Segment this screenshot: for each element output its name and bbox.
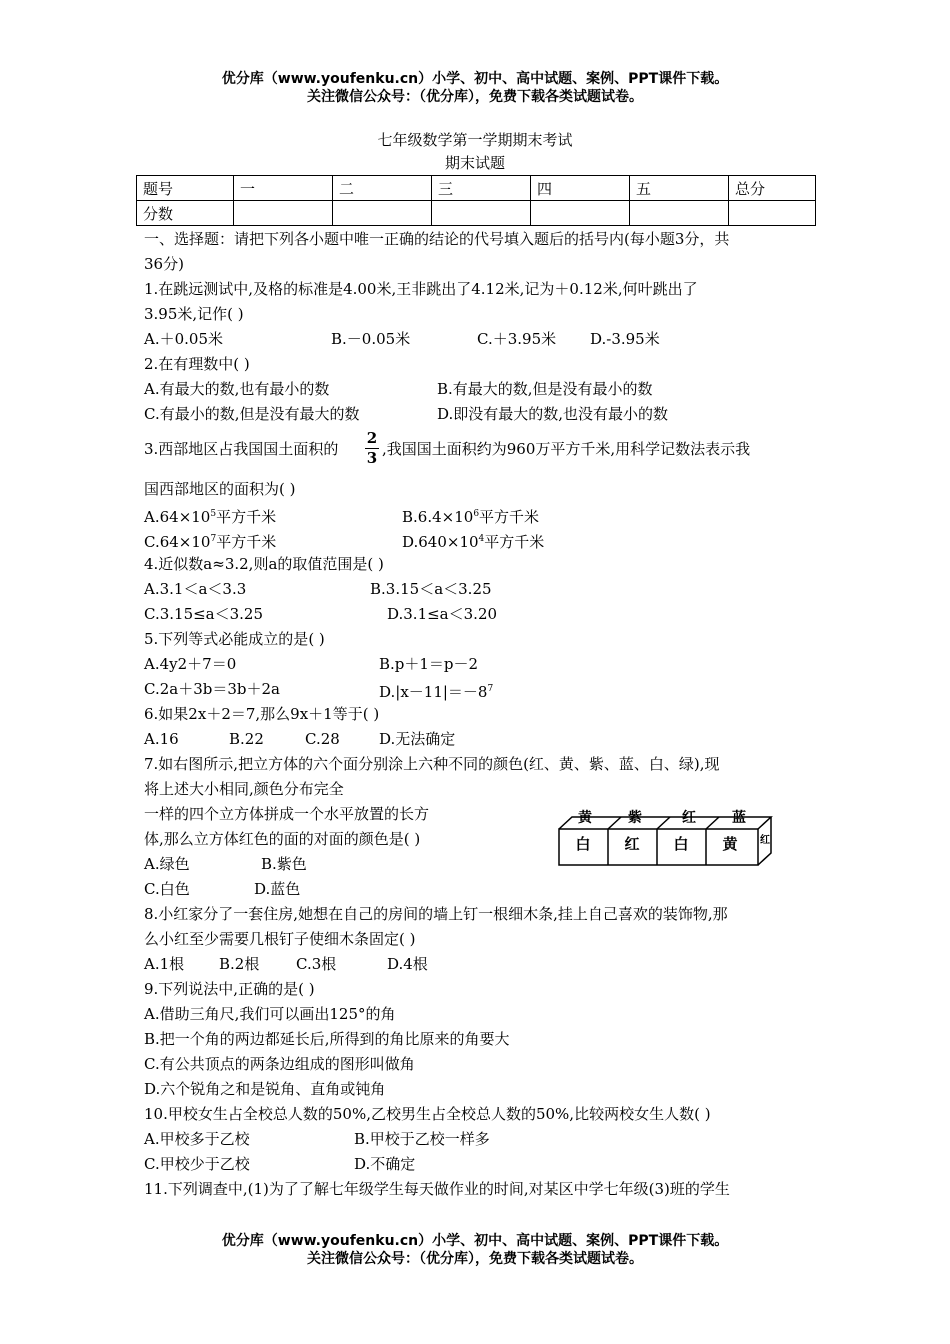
q8-option-b: B.2根 — [219, 955, 260, 973]
q10-option-c: C.甲校少于乙校 — [144, 1155, 250, 1173]
score-header-cell: 二 — [333, 176, 432, 201]
q10-option-b: B.甲校于乙校一样多 — [354, 1130, 490, 1148]
section1-intro-line1: 一、选择题：请把下列各小题中唯一正确的结论的代号填入题后的括号内(每小题3分，共 — [144, 230, 730, 248]
q3-option-b: $B.6.4\times 10^6$平方千米 — [402, 508, 540, 526]
q2-stem: 2.在有理数中( ) — [144, 355, 250, 373]
cube-front-label: 白 — [575, 835, 591, 853]
q7-stem-line3: 一样的四个立方体拼成一个水平放置的长方 — [144, 805, 430, 823]
q3-fraction-numerator: 2 — [366, 429, 378, 447]
q3-fraction-denominator: 3 — [366, 449, 378, 467]
q10-stem: 10.甲校女生占全校总人数的50%,乙校男生占全校总人数的50%,比较两校女生人数( ) — [144, 1105, 711, 1123]
q3-option-d: $D.640\times 10^4$平方千米 — [402, 533, 545, 551]
q5-option-a: A.4y2＋7＝0 — [144, 655, 237, 673]
q4-stem: 4.近似数a≈3.2,则a的取值范围是( ) — [144, 555, 384, 573]
score-cell — [333, 201, 432, 226]
footer-line-1: 优分库（www.youfenku.cn）小学、初中、高中试题、案例、PPT课件下载。 — [221, 1233, 729, 1249]
q9-option-a: A.借助三角尺,我们可以画出125°的角 — [144, 1005, 396, 1023]
score-header-cell: 一 — [234, 176, 333, 201]
cube-side-label: 红 — [760, 835, 770, 846]
q1-option-c: C.＋3.95米 — [477, 330, 557, 348]
score-cell — [630, 201, 729, 226]
score-header-cell: 四 — [531, 176, 630, 201]
score-header-cell: 总分 — [729, 176, 816, 201]
page-title: 七年级数学第一学期期末考试 — [377, 131, 573, 149]
section1-intro-line2: 36分) — [144, 255, 184, 273]
q2-option-d: D.即没有最大的数,也没有最小的数 — [437, 405, 669, 423]
q5-option-d: $D.|x-11|=-8^7$ — [379, 683, 494, 701]
q4-option-d: D.3.1≤a＜3.20 — [387, 605, 498, 623]
score-cell — [234, 201, 333, 226]
score-table — [136, 175, 816, 226]
q3-fraction — [365, 430, 379, 467]
q8-option-a: A.1根 — [144, 955, 185, 973]
q6-option-c: C.28 — [305, 730, 340, 748]
q3-stem-pre: 3.西部地区占我国国土面积的 — [144, 440, 339, 458]
cube-top-label: 紫 — [628, 810, 642, 826]
q2-option-c: C.有最小的数,但是没有最大的数 — [144, 405, 360, 423]
q6-stem: 6.如果2x＋2＝7,那么9x＋1等于( ) — [144, 705, 380, 723]
score-header-cell: 题号 — [137, 176, 234, 201]
q6-option-d: D.无法确定 — [379, 730, 456, 748]
cube-front-label: 白 — [673, 835, 689, 853]
q3-stem-post: ,我国国土面积约为960万平方千米,用科学记数法表示我 — [382, 440, 751, 458]
q10-option-a: A.甲校多于乙校 — [144, 1130, 250, 1148]
q1-option-a: A.＋0.05米 — [144, 330, 223, 348]
q7-option-c: C.白色 — [144, 880, 190, 898]
cube-front-label: 黄 — [722, 835, 738, 853]
q4-option-a: A.3.1＜a＜3.3 — [144, 580, 247, 598]
q11-stem-line1: 11.下列调查中,(1)为了了解七年级学生每天做作业的时间,对某区中学七年级(3)班的学生 — [144, 1180, 730, 1198]
cube-top-label: 蓝 — [732, 810, 746, 826]
q2-option-a: A.有最大的数,也有最小的数 — [144, 380, 330, 398]
q4-option-c: C.3.15≤a＜3.25 — [144, 605, 264, 623]
q9-stem: 9.下列说法中,正确的是( ) — [144, 980, 315, 998]
q3-stem-line2: 国西部地区的面积为( ) — [144, 480, 296, 498]
q1-option-d: D.-3.95米 — [590, 330, 660, 348]
score-header-cell: 三 — [432, 176, 531, 201]
q5-stem: 5.下列等式必能成立的是( ) — [144, 630, 325, 648]
q2-option-b: B.有最大的数,但是没有最小的数 — [437, 380, 653, 398]
cube-top-label: 红 — [682, 810, 696, 826]
q8-option-d: D.4根 — [387, 955, 428, 973]
q7-option-d: D.蓝色 — [254, 880, 301, 898]
score-header-cell: 五 — [630, 176, 729, 201]
footer-line-2: 关注微信公众号：（优分库），免费下载各类试题试卷。 — [307, 1251, 643, 1267]
q3-option-c: $C.64\times 10^7$平方千米 — [144, 533, 277, 551]
score-cell — [729, 201, 816, 226]
q7-stem-line1: 7.如右图所示,把立方体的六个面分别涂上六种不同的颜色(红、黄、紫、蓝、白、绿),现 — [144, 755, 720, 773]
q6-option-a: A.16 — [144, 730, 179, 748]
q7-stem-line4: 体,那么立方体红色的面的对面的颜色是( ) — [144, 830, 421, 848]
score-row-label: 分数 — [137, 201, 234, 226]
q1-stem-line2: 3.95米,记作( ) — [144, 305, 244, 323]
q10-option-d: D.不确定 — [354, 1155, 416, 1173]
score-table-header-row — [137, 176, 816, 201]
q4-option-b: B.3.15＜a＜3.25 — [370, 580, 492, 598]
q9-option-c: C.有公共顶点的两条边组成的图形叫做角 — [144, 1055, 415, 1073]
score-cell — [531, 201, 630, 226]
q8-option-c: C.3根 — [296, 955, 337, 973]
q9-option-b: B.把一个角的两边都延长后,所得到的角比原来的角要大 — [144, 1030, 510, 1048]
q7-option-b: B.紫色 — [261, 855, 307, 873]
header-line-1: 优分库（www.youfenku.cn）小学、初中、高中试题、案例、PPT课件下载。 — [221, 71, 729, 87]
q8-stem-line2: 么小红至少需要几根钉子使细木条固定( ) — [144, 930, 416, 948]
score-cell — [432, 201, 531, 226]
cube-front-label: 红 — [624, 835, 640, 853]
q5-option-b: B.p＋1＝p－2 — [379, 655, 479, 673]
q7-stem-line2: 将上述大小相同,颜色分布完全 — [144, 780, 344, 798]
q9-option-d: D.六个锐角之和是锐角、直角或钝角 — [144, 1080, 386, 1098]
header-line-2: 关注微信公众号：（优分库），免费下载各类试题试卷。 — [307, 89, 643, 105]
cube-top-label: 黄 — [578, 810, 592, 826]
page-subtitle: 期末试题 — [444, 154, 505, 172]
q7-option-a: A.绿色 — [144, 855, 190, 873]
score-table-score-row — [137, 201, 816, 226]
q1-stem-line1: 1.在跳远测试中,及格的标准是4.00米,王非跳出了4.12米,记为＋0.12米,何叶跳出了 — [144, 280, 698, 298]
q5-option-c: C.2a＋3b＝3b＋2a — [144, 680, 280, 698]
q6-option-b: B.22 — [229, 730, 264, 748]
q8-stem-line1: 8.小红家分了一套住房,她想在自己的房间的墙上钉一根细木条,挂上自己喜欢的装饰物,那 — [144, 905, 728, 923]
q3-option-a: $A.64\times 10^5$平方千米 — [144, 508, 277, 526]
q1-option-b: B.－0.05米 — [331, 330, 411, 348]
